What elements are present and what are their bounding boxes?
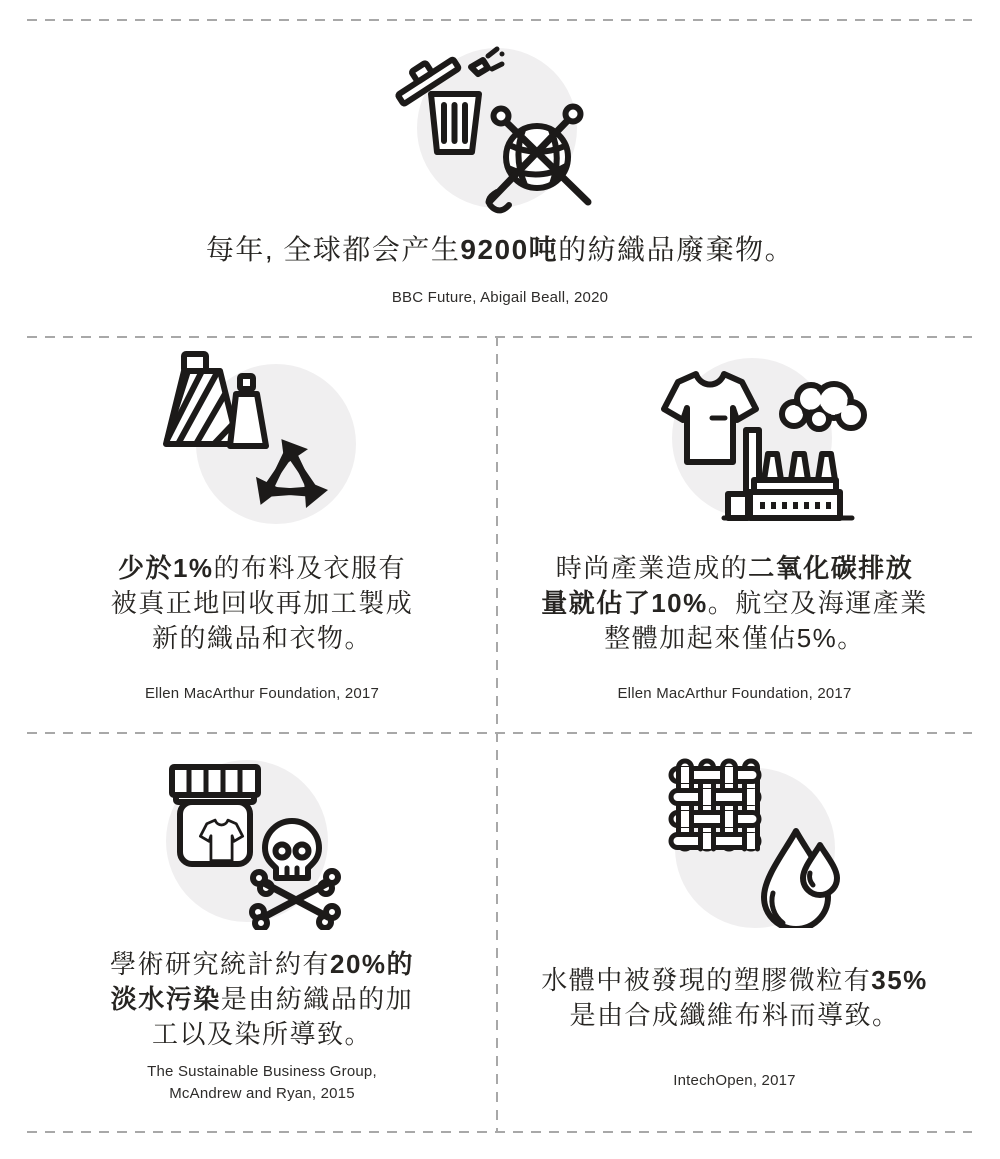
text-segment: 每年, 全球都会产生 bbox=[205, 234, 461, 265]
statistic-line bbox=[497, 586, 972, 621]
statistic-line bbox=[27, 551, 497, 586]
statistic-line bbox=[27, 621, 497, 656]
text-segment: 工以及染所導致。 bbox=[151, 1019, 372, 1049]
hero-statistic-line bbox=[0, 230, 1000, 270]
cell3-source-citation bbox=[27, 1061, 497, 1105]
text-segment-bold: 35% bbox=[871, 965, 928, 995]
text-segment-bold: 二氧化碳排放 bbox=[748, 553, 914, 583]
text-segment-bold: 淡水污染 bbox=[110, 984, 221, 1014]
fabric-weave-water-drop-icon bbox=[663, 753, 843, 928]
text-segment: 學術研究統計約有 bbox=[109, 949, 330, 979]
source-line: McAndrew and Ryan, 2015 bbox=[169, 1085, 355, 1102]
text-segment: 被真正地回收再加工製成 bbox=[110, 588, 414, 618]
statistic-line bbox=[497, 998, 972, 1033]
cell1-statistic-text bbox=[27, 551, 497, 656]
tshirt-factory-icon bbox=[648, 352, 888, 542]
source-line: BBC Future, Abigail Beall, 2020 bbox=[391, 289, 609, 306]
text-segment: 時尚產業造成的 bbox=[555, 553, 749, 583]
statistic-line bbox=[27, 1017, 497, 1052]
statistic-line bbox=[497, 551, 972, 586]
statistic-line bbox=[497, 621, 972, 656]
source-line: Ellen MacArthur Foundation, 2017 bbox=[144, 685, 380, 702]
statistic-line bbox=[27, 947, 497, 982]
divider-top bbox=[27, 19, 972, 21]
text-segment: 。航空及海運產業 bbox=[707, 588, 928, 618]
source-line: The Sustainable Business Group, bbox=[147, 1063, 377, 1080]
text-segment: 水體中被發現的塑膠微粒有 bbox=[541, 965, 872, 995]
statistic-line bbox=[27, 586, 497, 621]
text-segment: 整體加起來僅佔5%。 bbox=[604, 623, 865, 653]
hero-statistic-text bbox=[0, 230, 1000, 270]
dye-jar-skull-icon bbox=[160, 755, 345, 930]
source-line: IntechOpen, 2017 bbox=[673, 1072, 796, 1089]
divider-under-header bbox=[27, 336, 972, 338]
text-segment: 新的織品和衣物。 bbox=[151, 623, 372, 653]
text-segment-bold: 量就佔了10% bbox=[541, 588, 708, 618]
cell4-statistic-text bbox=[497, 963, 972, 1033]
divider-middle bbox=[27, 732, 972, 734]
cell4-source-citation bbox=[497, 1070, 972, 1092]
text-segment: 是由合成纖維布料而導致。 bbox=[569, 1000, 900, 1030]
statistic-line bbox=[27, 982, 497, 1017]
text-segment: 的紡織品廢棄物。 bbox=[558, 234, 795, 265]
text-segment: 是由紡織品的加 bbox=[220, 984, 414, 1014]
text-segment-bold: 少於1% bbox=[117, 553, 214, 583]
source-line: Ellen MacArthur Foundation, 2017 bbox=[617, 685, 852, 702]
text-segment-bold: 9200吨 bbox=[460, 234, 559, 265]
cell2-statistic-text bbox=[497, 551, 972, 656]
text-segment-bold: 20%的 bbox=[329, 949, 415, 979]
text-segment: 的布料及衣服有 bbox=[213, 553, 407, 583]
cell2-source-citation bbox=[497, 683, 972, 705]
cell1-source-citation bbox=[27, 683, 497, 705]
cell3-statistic-text bbox=[27, 947, 497, 1052]
divider-bottom bbox=[27, 1131, 972, 1133]
thread-cones-recycle-icon bbox=[140, 346, 385, 531]
trash-can-and-yarn-icon bbox=[385, 42, 615, 217]
hero-source-citation bbox=[0, 287, 1000, 309]
statistic-line bbox=[497, 963, 972, 998]
